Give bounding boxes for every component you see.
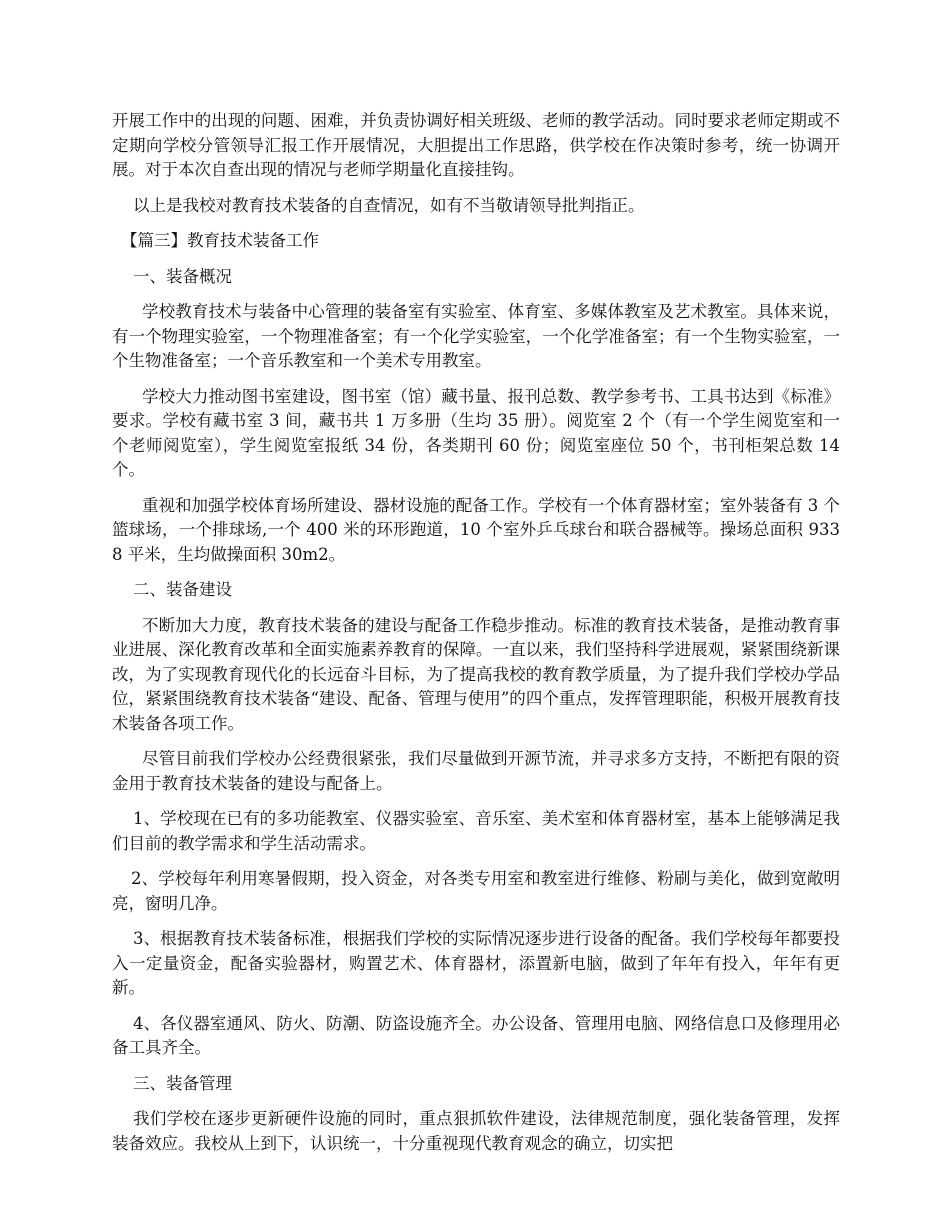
list-item-3: 3、根据教育技术装备标准，根据我们学校的实际情况逐步进行设备的配备。我们学校每年都要投入一定量资金，配备实验器材，购置艺术、体育器材，添置新电脑，做到了年年有投入，年年有更新。 [112, 929, 840, 997]
list-item-4: 4、各仪器室通风、防火、防潮、防盗设施齐全。办公设备、管理用电脑、网络信息口及修理用必备工具齐全。 [112, 1013, 840, 1057]
paragraph-conclusion: 以上是我校对教育技术装备的自查情况，如有不当敬请领导批判指正。 [133, 195, 645, 215]
paragraph-construction-intro: 不断加大力度，教育技术装备的建设与配备工作稳步推动。标准的教育技术装备，是推动教育事业进展、深化教育改革和全面实施素养教育的保障。一直以来，我们坚持科学进展观，紧紧围绕新课改，为了实现教育现代化的长远奋斗目标，为了提高我校的教育教学质量，为了提升我们学校办学品位，紧紧围绕教育技术装备“建设、配备、管理与使用”的四个重点，发挥管理职能，积极开展教育技术装备各项工作。 [112, 615, 840, 733]
paragraph-equipment-rooms: 学校教育技术与装备中心管理的装备室有实验室、体育室、多媒体教室及艺术教室。具体来说，有一个物理实验室，一个物理准备室；有一个化学实验室，一个化学准备室；有一个生物实验室，一个生物准备室；一个音乐教室和一个美术专用教室。 [112, 302, 840, 370]
section-title: 【篇三】教育技术装备工作 [121, 231, 319, 250]
paragraph-library: 学校大力推动图书室建设，图书室（馆）藏书量、报刊总数、教学参考书、工具书达到《标准》要求。学校有藏书室 3 间，藏书共 1 万多册（生均 35 册）。阅览室 2 个（有一个学生阅览室和一个老师阅览室），学生阅览室报纸 34 份，各类期刊 60 份；阅览室座位 50 个，书刊柜架总数 14 个。 [112, 386, 840, 479]
paragraph-continuation: 开展工作中的出现的问题、困难，并负责协调好相关班级、老师的教学活动。同时要求老师定期或不定期向学校分管领导汇报工作开展情况，大胆提出工作思路，供学校在作决策时参考，统一协调开展。对于本次自查出现的情况与老师学期量化直接挂钩。 [112, 111, 840, 179]
paragraph-sports-facilities: 重视和加强学校体育场所建设、器材设施的配备工作。学校有一个体育器材室；室外装备有 3 个篮球场，一个排球场,一个 400 米的环形跑道，10 个室外乒乓球台和联合器械等。操场总面积 9338 平米，生均做操面积 30m2。 [112, 495, 840, 564]
heading-equipment-overview: 一、装备概况 [133, 266, 232, 286]
list-item-2: 2、学校每年利用寒暑假期，投入资金，对各类专用室和教室进行维修、粉刷与美化，做到宽敞明亮，窗明几净。 [112, 869, 840, 913]
paragraph-management: 我们学校在逐步更新硬件设施的同时，重点狠抓软件建设，法律规范制度，强化装备管理，发挥装备效应。我校从上到下，认识统一，十分重视现代教育观念的确立，切实把 [112, 1109, 840, 1153]
document-page [112, 109, 840, 1167]
heading-equipment-construction: 二、装备建设 [133, 580, 232, 599]
heading-equipment-management: 三、装备管理 [133, 1073, 232, 1093]
list-item-1: 1、学校现在已有的多功能教室、仪器实验室、音乐室、美术室和体育器材室，基本上能够满足我们目前的教学需求和学生活动需求。 [112, 809, 840, 853]
paragraph-funding: 尽管目前我们学校办公经费很紧张，我们尽量做到开源节流，并寻求多方支持，不断把有限的资金用于教育技术装备的建设与配备上。 [112, 749, 840, 793]
